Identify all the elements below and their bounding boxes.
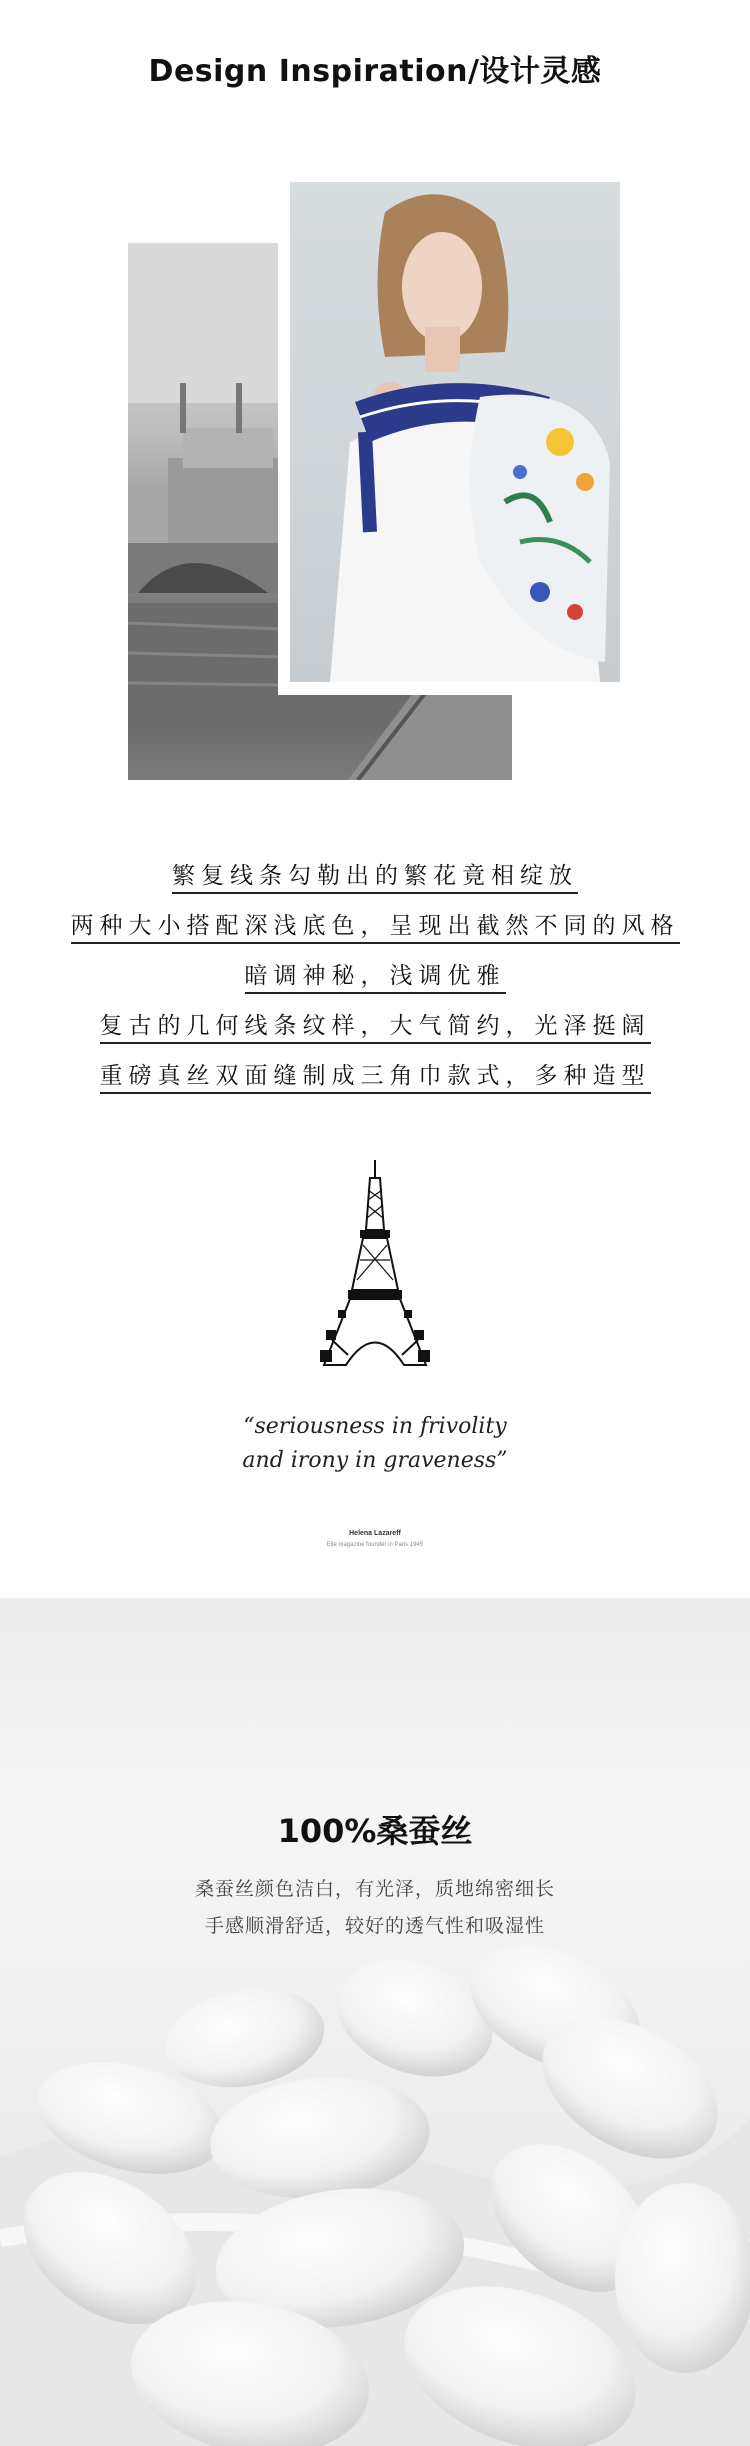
description-line: 两种大小搭配深浅底色，呈现出截然不同的风格 bbox=[0, 912, 750, 940]
description-line: 复古的几何线条纹样，大气简约，光泽挺阔 bbox=[0, 1012, 750, 1040]
description-lines bbox=[0, 862, 750, 1112]
quote-line: and irony in graveness” bbox=[242, 1448, 508, 1473]
model-photo bbox=[290, 182, 620, 682]
silk-section bbox=[0, 1598, 750, 2446]
quote-credit: Elle magazine founder in Paris 1945 bbox=[326, 1542, 424, 1548]
silk-title: 100%桑蚕丝 bbox=[277, 1812, 473, 1850]
quote-line: “seriousness in frivolity bbox=[243, 1414, 507, 1439]
eiffel-tower-icon bbox=[318, 1160, 432, 1370]
description-line: 重磅真丝双面缝制成三角巾款式，多种造型 bbox=[0, 1062, 750, 1090]
cocoons-image bbox=[0, 1598, 750, 2446]
quote-author: Helena Lazareff bbox=[349, 1530, 401, 1537]
quote bbox=[0, 1410, 750, 1478]
description-line: 繁复线条勾勒出的繁花竟相绽放 bbox=[0, 862, 750, 890]
silk-description-line: 手感顺滑舒适，较好的透气性和吸湿性 bbox=[204, 1915, 545, 1937]
section-title: Design Inspiration/设计灵感 bbox=[148, 54, 602, 89]
silk-description-line: 桑蚕丝颜色洁白，有光泽，质地绵密细长 bbox=[194, 1878, 555, 1900]
description-line: 暗调神秘，浅调优雅 bbox=[0, 962, 750, 990]
